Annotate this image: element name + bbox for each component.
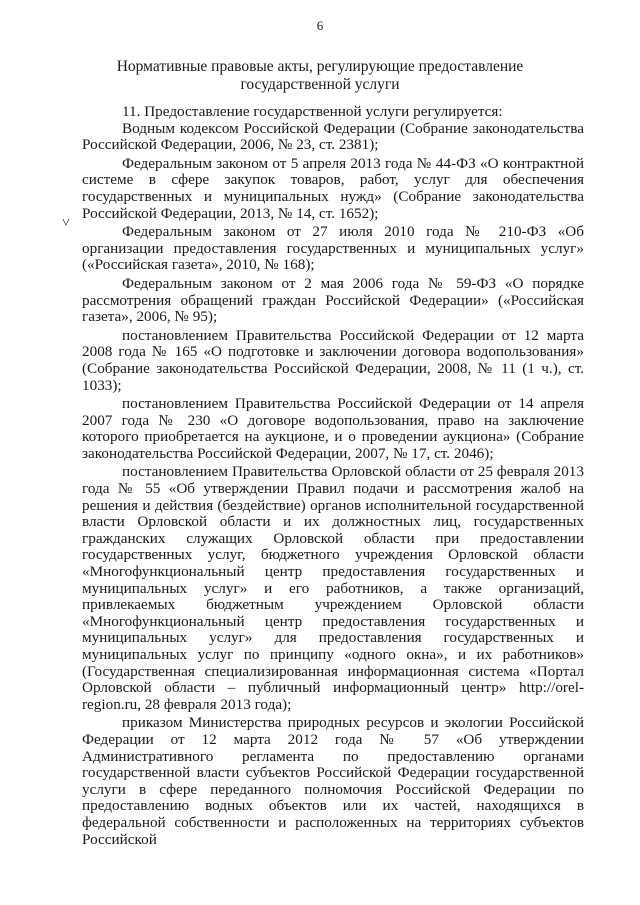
paragraph-decree-165: постановлением Правительства Российской Федерации от 12 марта 2008 года № 165 «О подготовке и заключении договора водопользования» (Собрание законодательства Российской Федерации, 2008, № 11 (1 ч.), ст. 1033); [82, 326, 584, 394]
paragraph-water-code: Водным кодексом Российской Федерации (Собрание законодательства Российской Федерации, 2006, № 23, ст. 2381); [82, 119, 584, 154]
paragraph-order-57: приказом Министерства природных ресурсов и экологии Российской Федерации от 12 марта 2012 года № 57 «Об утверждении Административного регламента по предоставлению органами государственной власти субъектов Российской Федерации государственной услуги в сфере переданного полномочия Российской Федерации по предоставлению водных объектов или их частей, находящихся в федеральной собственности и расположенных на территориях субъектов Российской [82, 714, 584, 848]
paragraph-law-59fz: Федеральным законом от 2 мая 2006 года № 59-ФЗ «О порядке рассмотрения обращений граждан Российской Федерации» («Российская газета», 2006, № 95); [82, 274, 584, 326]
paragraph-clause-11: 11. Предоставление государственной услуги регулируется: [122, 103, 503, 120]
paragraph-law-44fz: Федеральным законом от 5 апреля 2013 года № 44-ФЗ «О контрактной системе в сфере закупок товаров, работ, услуг для обеспечения государственных и муниципальных нужд» (Собрание законодательства Российской Федерации, 2013, № 14, ст. 1652); [82, 154, 584, 222]
section-title: Нормативные правовые акты, регулирующие предоставление государственной услуги [116, 58, 524, 93]
paragraph-law-210fz: Федеральным законом от 27 июля 2010 года № 210-ФЗ «Об организации предоставления государственных и муниципальных услуг» («Российская газета», 2010, № 168); [82, 223, 584, 274]
scan-mark: ˅ [62, 216, 70, 231]
paragraph-orel-decree-55: постановлением Правительства Орловской области от 25 февраля 2013 года № 55 «Об утверждении Правил подачи и рассмотрения жалоб на решения и действия (бездействие) органов исполнительной государственной власти Орловской области и их должностных лиц, государственных гражданских служащих Орловской области при предоставлении государственных услуг, бюджетного учреждения Орловской области «Многофункциональный центр предоставления государственных и муниципальных услуг» и его работников, а также организаций, привлекаемых бюджетным учреждением Орловской области «Многофункциональный центр предоставления государственных и муниципальных услуг» для предоставления государственных и муниципальных услуг по принципу «одного окна», и их работников» (Государственная специализированная информационная система «Портал Орловской области – публичный информационный центр» http://orel-region.ru, 28 февраля 2013 года); [82, 463, 584, 713]
paragraph-decree-230: постановлением Правительства Российской Федерации от 14 апреля 2007 года № 230 «О договоре водопользования, право на заключение которого приобретается на аукционе, и о проведении аукциона» (Собрание законодательства Российской Федерации, 2007, № 17, ст. 2046); [82, 395, 584, 462]
document-body [82, 104, 584, 850]
page-number: 6 [316, 18, 324, 33]
